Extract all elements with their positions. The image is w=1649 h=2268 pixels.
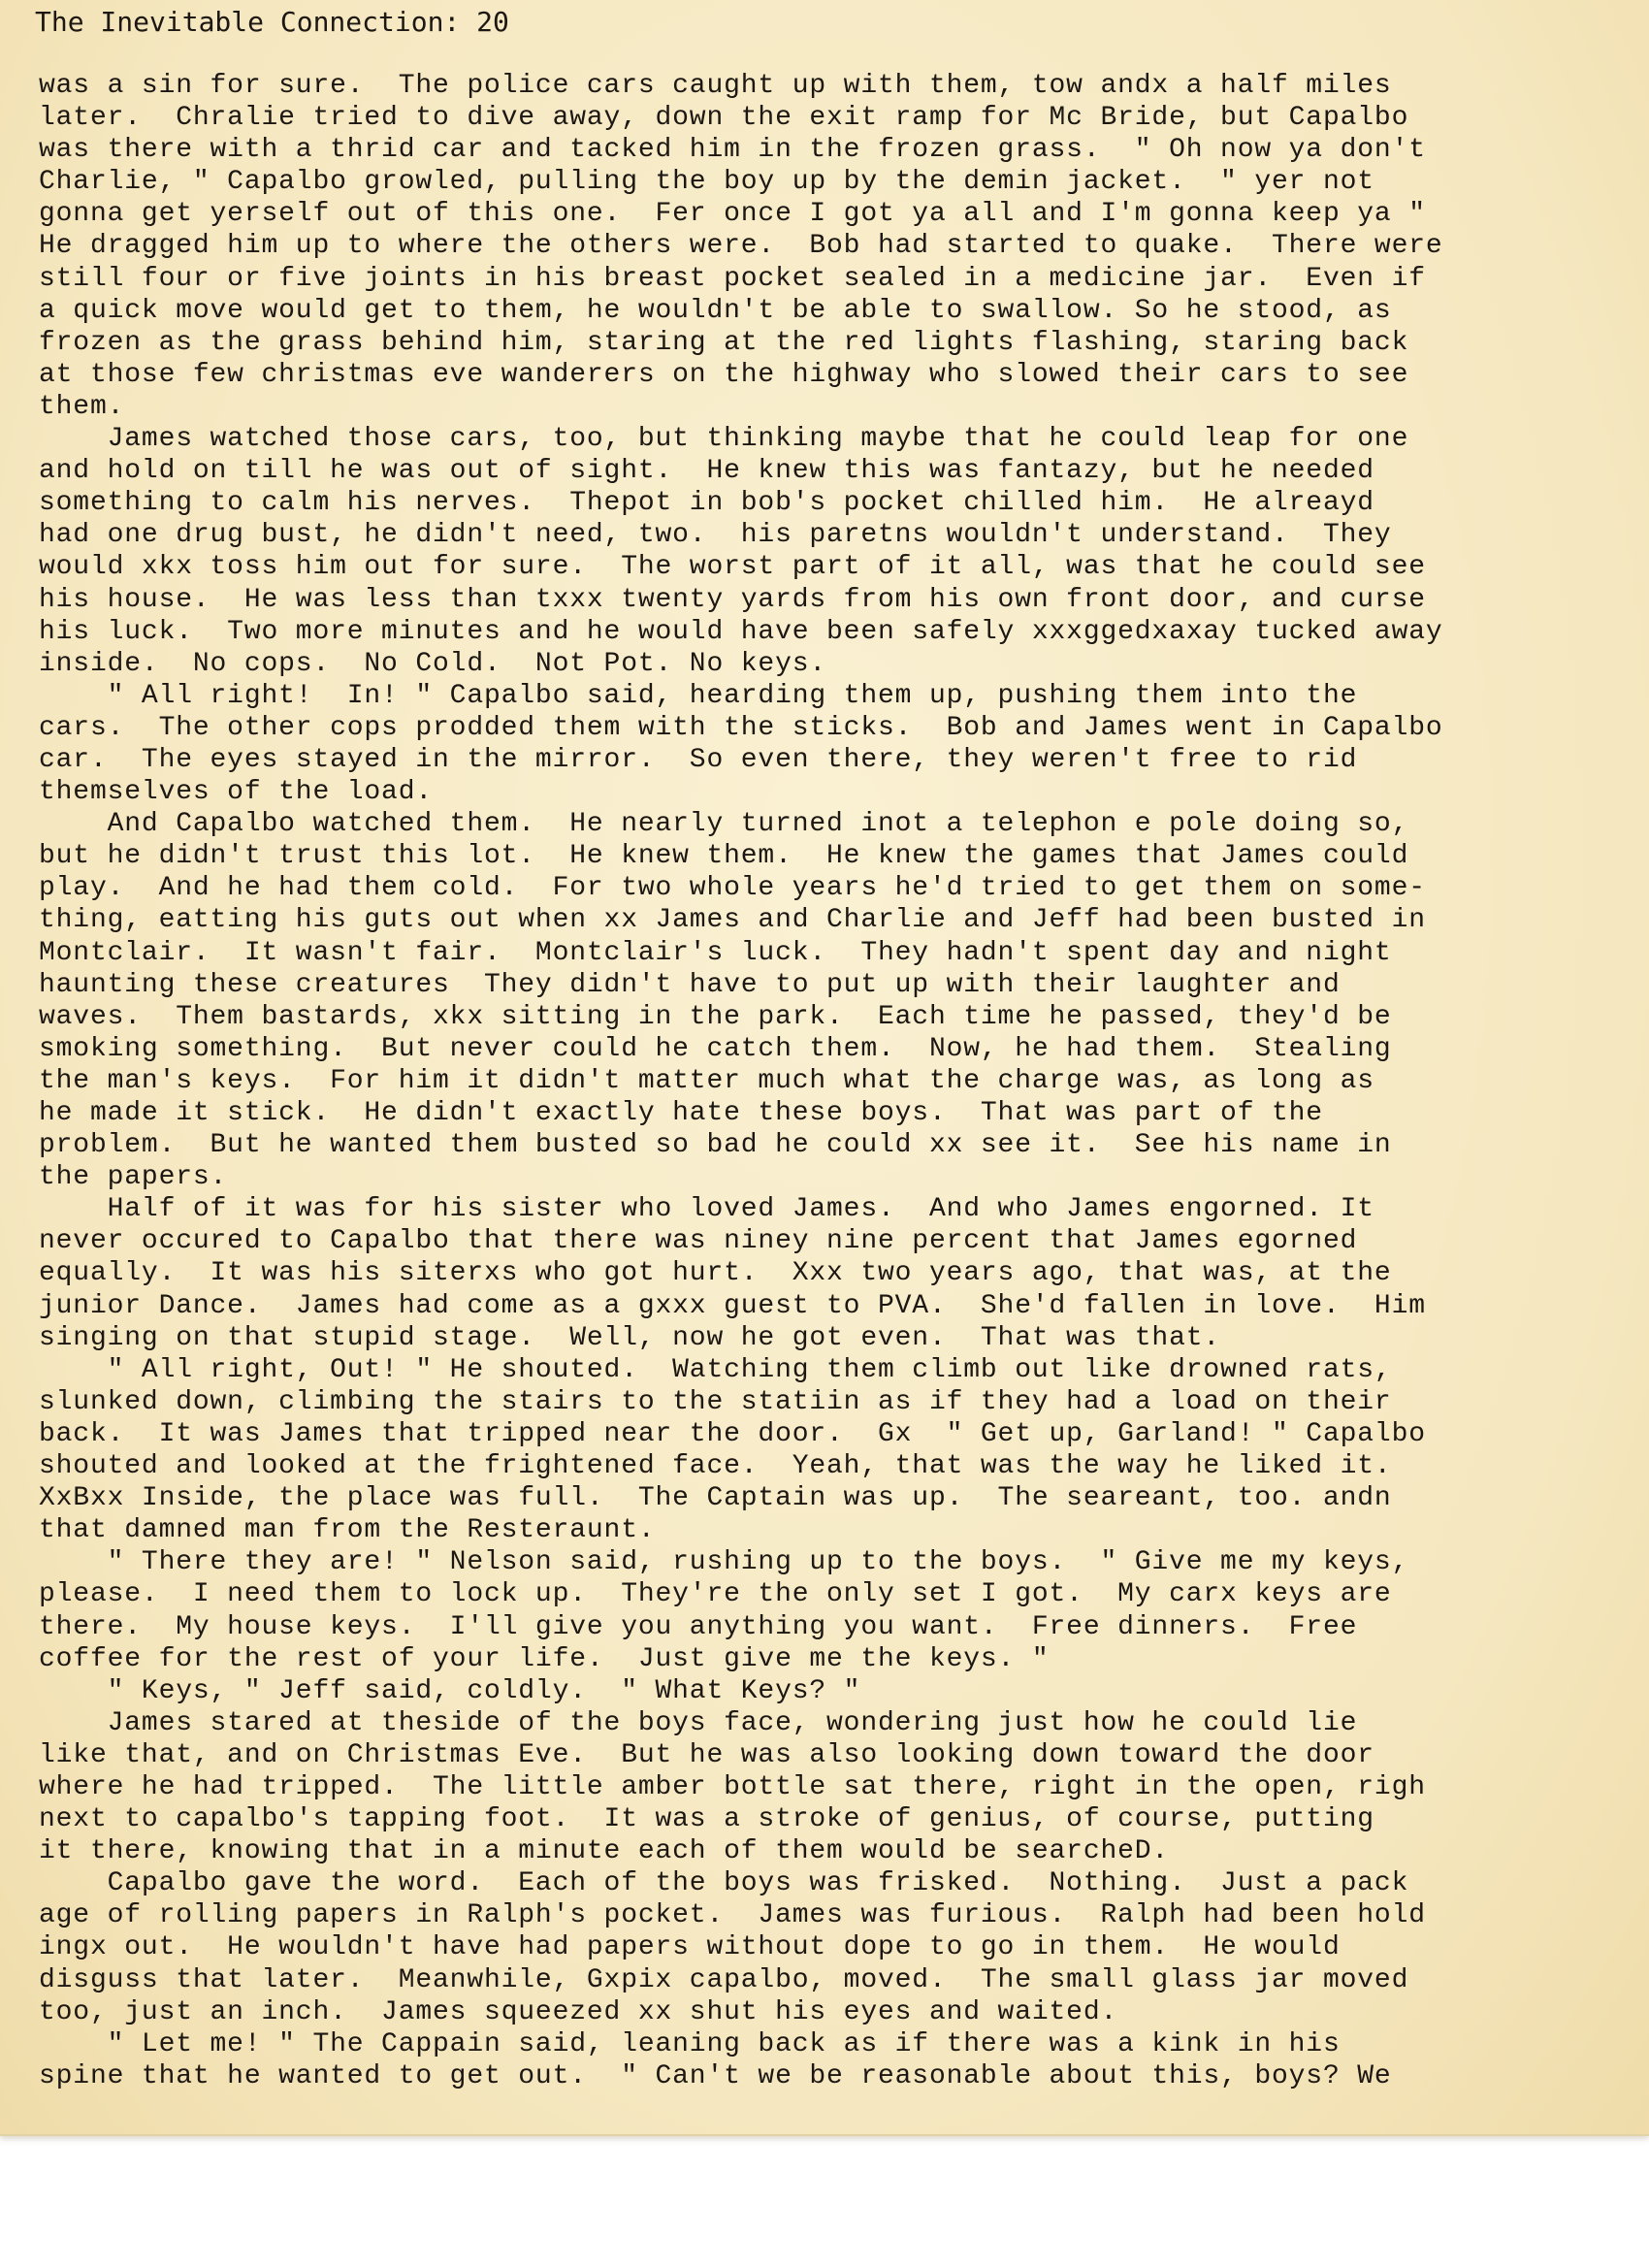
text-line: never occured to Capalbo that there was niney nine percent that James egorned	[39, 1226, 1358, 1257]
text-line: the man's keys. For him it didn't matter much what the charge was, as long as	[39, 1065, 1374, 1096]
text-line: it there, knowing that in a minute each of them would be searcheD.	[39, 1836, 1170, 1867]
text-line: them.	[39, 391, 125, 422]
text-line: " Keys, " Jeff said, coldly. " What Keys? "	[39, 1675, 861, 1706]
text-line: inside. No cops. No Cold. Not Pot. No keys.	[39, 648, 827, 679]
text-line: would xkx toss him out for sure. The worst part of it all, was that he could see	[39, 552, 1426, 583]
text-line: coffee for the rest of your life. Just give me the keys. "	[39, 1643, 1050, 1674]
text-line: there. My house keys. I'll give you anything you want. Free dinners. Free	[39, 1611, 1358, 1642]
text-line: He dragged him up to where the others were. Bob had started to quake. There were	[39, 231, 1443, 262]
text-line: his house. He was less than txxx twenty yards from his own front door, and curse	[39, 584, 1426, 615]
text-line: themselves of the load.	[39, 777, 434, 808]
text-line: " There they are! " Nelson said, rushing up to the boys. " Give me my keys,	[39, 1547, 1409, 1578]
text-line: " All right! In! " Capalbo said, hearding them up, pushing them into the	[39, 680, 1358, 711]
text-line: but he didn't trust this lot. He knew them. He knew the games that James could	[39, 841, 1409, 872]
text-line: had one drug bust, he didn't need, two. his paretns wouldn't understand. They	[39, 520, 1392, 551]
text-line: he made it stick. He didn't exactly hate these boys. That was part of the	[39, 1098, 1323, 1128]
page-header: The Inevitable Connection: 20	[35, 6, 509, 38]
text-line: Half of it was for his sister who loved James. And who James engorned. It	[39, 1194, 1374, 1225]
text-line: play. And he had them cold. For two whole years he'd tried to get them on some-	[39, 873, 1426, 904]
text-line: spine that he wanted to get out. " Can't we be reasonable about this, boys? We	[39, 2060, 1392, 2091]
text-line: singing on that stupid stage. Well, now he got even. That was that.	[39, 1322, 1221, 1353]
text-line: something to calm his nerves. Thepot in bob's pocket chilled him. He alreayd	[39, 488, 1374, 519]
text-line: " Let me! " The Cappain said, leaning back as if there was a kink in his	[39, 2028, 1341, 2059]
text-line: age of rolling papers in Ralph's pocket. James was furious. Ralph had been hold	[39, 1900, 1426, 1931]
text-line: was there with a thrid car and tacked him in the frozen grass. " Oh now ya don't	[39, 135, 1426, 166]
text-line: " All right, Out! " He shouted. Watching them climb out like drowned rats,	[39, 1354, 1392, 1385]
text-line: ingx out. He wouldn't have had papers without dope to go in them. He would	[39, 1932, 1341, 1963]
text-line: a quick move would get to them, he wouldn't be able to swallow. So he stood, as	[39, 295, 1392, 326]
text-line: Charlie, " Capalbo growled, pulling the boy up by the demin jacket. " yer not	[39, 167, 1374, 198]
text-line: still four or five joints in his breast pocket sealed in a medicine jar. Even if	[39, 263, 1426, 294]
text-line: thing, eatting his guts out when xx James and Charlie and Jeff had been busted in	[39, 905, 1426, 936]
text-line: later. Chralie tried to dive away, down the exit ramp for Mc Bride, but Capalbo	[39, 103, 1409, 134]
text-line: where he had tripped. The little amber bottle sat there, right in the open, righ	[39, 1771, 1426, 1802]
text-line: problem. But he wanted them busted so bad he could xx see it. See his name in	[39, 1130, 1392, 1161]
text-line: cars. The other cops prodded them with the sticks. Bob and James went in Capalbo	[39, 712, 1443, 743]
text-line: gonna get yerself out of this one. Fer once I got ya all and I'm gonna keep ya "	[39, 199, 1426, 230]
text-line: waves. Them bastards, xkx sitting in the park. Each time he passed, they'd be	[39, 1001, 1392, 1032]
text-line: James stared at theside of the boys face, wondering just how he could lie	[39, 1707, 1358, 1738]
text-line: shouted and looked at the frightened face. Yeah, that was the way he liked it.	[39, 1451, 1392, 1482]
text-line: haunting these creatures They didn't have to put up with their laughter and	[39, 969, 1341, 1000]
text-line: too, just an inch. James squeezed xx shut his eyes and waited.	[39, 1996, 1118, 2027]
text-line: that damned man from the Resteraunt.	[39, 1515, 656, 1546]
text-line: next to capalbo's tapping foot. It was a stroke of genius, of course, putting	[39, 1804, 1374, 1835]
text-line: his luck. Two more minutes and he would have been safely xxxggedxaxay tucked away	[39, 616, 1443, 647]
text-line: And Capalbo watched them. He nearly turned inot a telephon e pole doing so,	[39, 809, 1409, 840]
text-line: James watched those cars, too, but thinking maybe that he could leap for one	[39, 424, 1409, 455]
text-line: junior Dance. James had come as a gxxx guest to PVA. She'd fallen in love. Him	[39, 1290, 1426, 1321]
text-line: equally. It was his siterxs who got hurt. Xxx two years ago, that was, at the	[39, 1258, 1392, 1289]
text-line: like that, and on Christmas Eve. But he was also looking down toward the door	[39, 1739, 1374, 1770]
text-line: and hold on till he was out of sight. He knew this was fantazy, but he needed	[39, 456, 1374, 487]
text-line: Capalbo gave the word. Each of the boys was frisked. Nothing. Just a pack	[39, 1868, 1409, 1899]
text-line: slunked down, climbing the stairs to the statiin as if they had a load on their	[39, 1386, 1392, 1417]
text-line: disguss that later. Meanwhile, Gxpix capalbo, moved. The small glass jar moved	[39, 1964, 1409, 1995]
text-line: back. It was James that tripped near the door. Gx " Get up, Garland! " Capalbo	[39, 1418, 1426, 1449]
text-line: smoking something. But never could he catch them. Now, he had them. Stealing	[39, 1033, 1392, 1064]
text-line: Montclair. It wasn't fair. Montclair's luck. They hadn't spent day and night	[39, 937, 1392, 968]
text-line: was a sin for sure. The police cars caught up with them, tow andx a half miles	[39, 71, 1392, 101]
text-line: please. I need them to lock up. They're the only set I got. My carx keys are	[39, 1579, 1392, 1610]
manuscript-body	[39, 70, 1649, 2092]
text-line: the papers.	[39, 1162, 228, 1193]
text-line: frozen as the grass behind him, staring at the red lights flashing, staring back	[39, 327, 1409, 358]
text-line: car. The eyes stayed in the mirror. So even there, they weren't free to rid	[39, 744, 1358, 775]
text-line: at those few christmas eve wanderers on the highway who slowed their cars to see	[39, 359, 1409, 390]
text-line: XxBxx Inside, the place was full. The Captain was up. The seareant, too. andn	[39, 1483, 1392, 1514]
